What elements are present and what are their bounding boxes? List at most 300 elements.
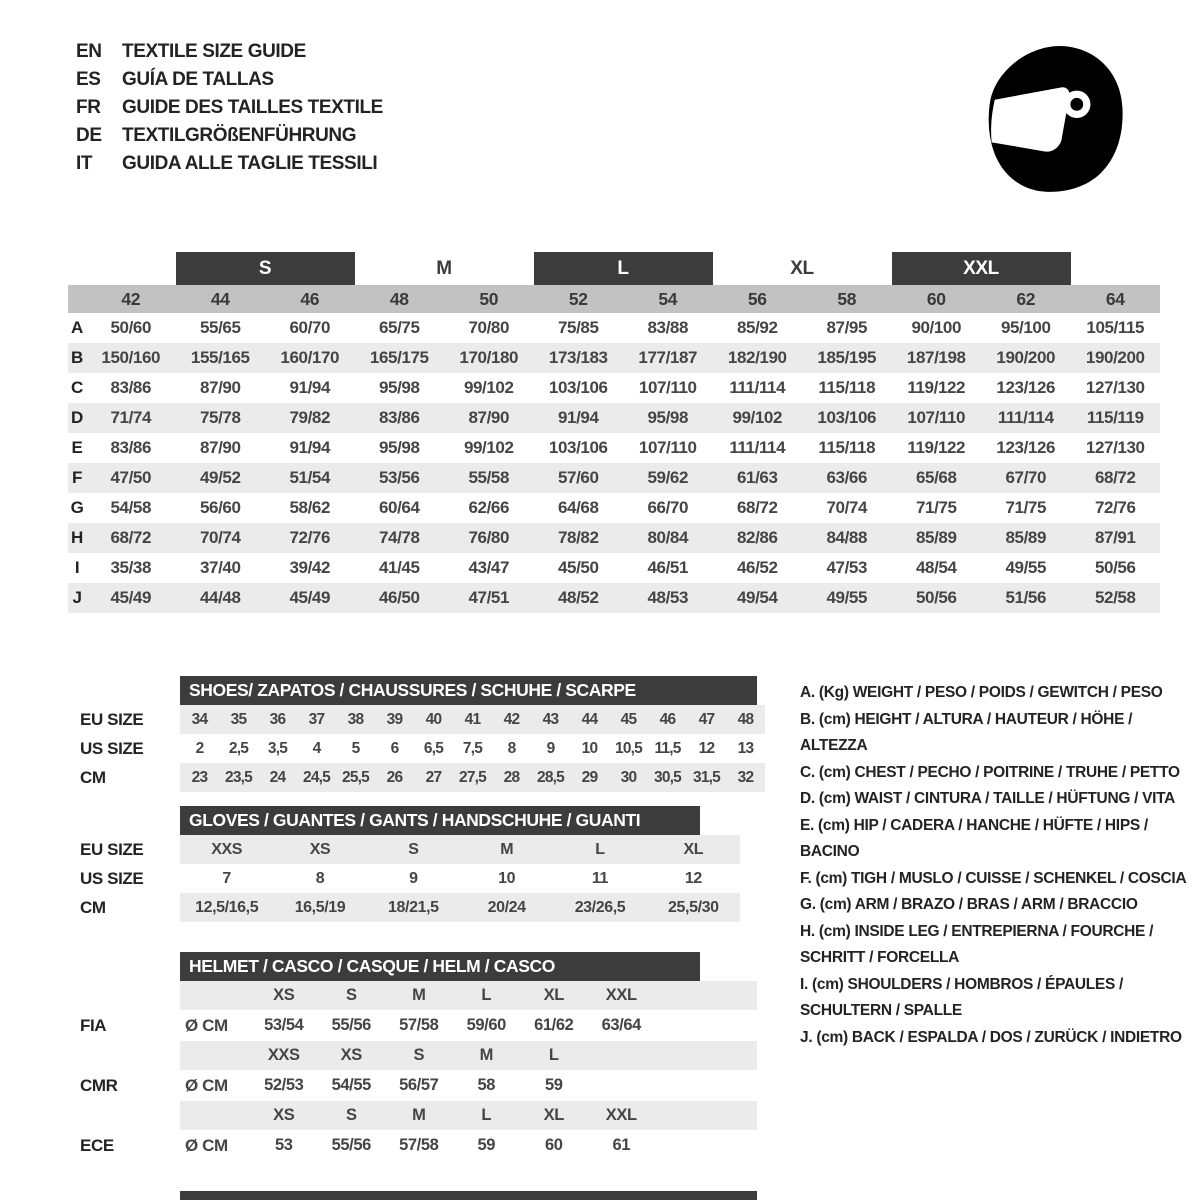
size-value: 6,5 (423, 739, 444, 757)
size-value: 18/21,5 (388, 898, 439, 916)
size-value: 41 (464, 710, 481, 728)
numeric-size: 60 (926, 288, 946, 309)
helmet-sizes (250, 1106, 655, 1125)
size-value: 72/76 (289, 528, 331, 547)
gloves-rows (68, 835, 790, 922)
size-value: 35/38 (110, 558, 152, 577)
size-value: 51/56 (1005, 588, 1047, 607)
size-value: 63/66 (826, 468, 868, 487)
size-value: 62/66 (468, 498, 510, 517)
size-value: 119/122 (907, 438, 966, 457)
size-value: 87/90 (199, 438, 241, 457)
size-value: 46/52 (736, 558, 778, 577)
size-value: 43/47 (468, 558, 510, 577)
size-value: 35 (230, 710, 247, 728)
diameter-unit: Ø CM (185, 1015, 228, 1035)
row-label: EU SIZE (80, 839, 144, 859)
size-value: 6 (390, 739, 399, 757)
size-value: 12 (698, 739, 715, 757)
size-value: 83/88 (647, 318, 689, 337)
language-title: GUÍA DE TALLAS (122, 69, 274, 90)
helmet-size: XXL (605, 1106, 637, 1124)
language-row (76, 122, 383, 150)
size-value: 107/110 (638, 378, 697, 397)
size-value: 75/85 (557, 318, 599, 337)
row-letter: H (71, 528, 83, 547)
size-value: 55/65 (199, 318, 241, 337)
size-value: 7 (222, 869, 231, 887)
size-value: 65/68 (915, 468, 957, 487)
size-value: 12 (684, 869, 702, 887)
size-row (68, 763, 790, 792)
size-value: 49/54 (736, 588, 778, 607)
size-value: 68/72 (1094, 468, 1136, 487)
helmet-table (68, 952, 790, 1161)
size-value: 119/122 (907, 378, 966, 397)
size-value: 59/62 (647, 468, 689, 487)
row-letter: G (70, 498, 84, 517)
gloves-table (68, 806, 790, 922)
helmet-size: S (413, 1046, 425, 1064)
size-value: 71/74 (110, 408, 152, 427)
size-value: 53/56 (378, 468, 420, 487)
size-value: 23 (191, 768, 208, 786)
helmet-value: 55/56 (331, 1016, 371, 1034)
size-value: 95/98 (647, 408, 689, 427)
legend-item: D. (cm) WAIST / CINTURA / TAILLE / HÜFTUNG / VITA (800, 790, 1176, 807)
standard-label: CMR (80, 1075, 118, 1095)
size-value: 60/70 (289, 318, 331, 337)
size-group-label: L (534, 252, 713, 285)
standard-label: FIA (80, 1015, 107, 1035)
helmet-size: L (481, 986, 492, 1004)
diameter-unit: Ø CM (185, 1135, 228, 1155)
helmet-value-row (68, 1130, 790, 1161)
row-values (180, 864, 740, 893)
size-value: 46/51 (647, 558, 689, 577)
size-value: 54/58 (110, 498, 152, 517)
size-value: 11,5 (654, 739, 681, 757)
size-value: 103/106 (817, 408, 877, 427)
size-value: 111/114 (997, 408, 1054, 427)
measurement-row (68, 523, 1160, 553)
size-value: 30,5 (654, 768, 681, 786)
size-value: 127/130 (1085, 438, 1145, 457)
size-group-label: M (436, 257, 452, 279)
size-value: 45 (620, 710, 637, 728)
helmet-value: 56/57 (399, 1076, 439, 1094)
standard-label: ECE (80, 1135, 114, 1155)
size-value: 29 (581, 768, 598, 786)
size-group-row (68, 252, 1160, 285)
size-value: 84/88 (826, 528, 868, 547)
size-value: 190/200 (996, 348, 1056, 367)
size-value: 31,5 (693, 768, 720, 786)
language-title: GUIDE DES TAILLES TEXTILE (122, 97, 383, 118)
size-value: 47/53 (826, 558, 868, 577)
shoes-title: SHOES/ ZAPATOS / CHAUSSURES / SCHUHE / SCARPE (180, 676, 757, 705)
size-value: 3,5 (267, 739, 288, 757)
language-row (76, 94, 383, 122)
size-value: 76/80 (468, 528, 510, 547)
size-value: 150/160 (101, 348, 161, 367)
numeric-size: 54 (658, 288, 678, 309)
legend-item: B. (cm) HEIGHT / ALTURA / HAUTEUR / HÖHE / ALTEZZA (800, 710, 1133, 754)
size-value: M (500, 840, 514, 858)
language-list (76, 38, 383, 178)
size-value: 75/78 (199, 408, 241, 427)
size-value: 48/53 (647, 588, 689, 607)
helmet-size: L (548, 1046, 559, 1064)
row-values (180, 893, 740, 922)
helmet-size: S (345, 986, 357, 1004)
helmet-size-strip (180, 1041, 757, 1070)
helmet-title: HELMET / CASCO / CASQUE / HELM / CASCO (180, 952, 700, 981)
shoes-rows (68, 705, 790, 792)
row-label: CM (80, 767, 106, 787)
size-value: 45/49 (289, 588, 331, 607)
size-value: 70/80 (468, 318, 510, 337)
size-value: S (408, 840, 419, 858)
size-value: 2,5 (228, 739, 249, 757)
helmet-value: 59 (544, 1076, 563, 1094)
measurement-row (68, 583, 1160, 613)
row-values (180, 835, 740, 864)
size-value: 103/106 (548, 378, 608, 397)
size-value: 107/110 (907, 408, 966, 427)
size-value: 90/100 (911, 318, 962, 337)
textile-size-table (68, 252, 1160, 613)
measurement-row (68, 403, 1160, 433)
size-value: 82/86 (736, 528, 778, 547)
helmet-size-row (68, 1101, 790, 1130)
size-value: 30 (620, 768, 637, 786)
size-value: 50/56 (1094, 558, 1136, 577)
size-value: 87/90 (468, 408, 510, 427)
size-value: 50/56 (915, 588, 957, 607)
helmet-size: M (412, 1106, 426, 1124)
size-value: 79/82 (289, 408, 331, 427)
size-value: 45/49 (110, 588, 152, 607)
size-row (68, 864, 790, 893)
size-value: 56/60 (199, 498, 241, 517)
size-value: XL (683, 840, 704, 858)
size-value: 52/58 (1094, 588, 1136, 607)
size-value: 99/102 (732, 408, 783, 427)
size-value: 10 (498, 869, 516, 887)
size-value: 105/115 (1086, 318, 1145, 337)
size-value: 49/52 (199, 468, 241, 487)
size-value: 20/24 (487, 898, 526, 916)
size-value: 10,5 (615, 739, 642, 757)
size-group-label: XL (790, 257, 814, 279)
helmet-value-row (68, 1010, 790, 1041)
size-value: 91/94 (557, 408, 599, 427)
size-value: 95/98 (378, 378, 420, 397)
helmet-rows (68, 981, 790, 1161)
size-value: 123/126 (996, 438, 1056, 457)
size-value: 50/60 (110, 318, 152, 337)
size-value: 49/55 (826, 588, 868, 607)
helmet-size: XL (543, 986, 564, 1004)
size-value: 48/52 (557, 588, 599, 607)
helmet-values (250, 1016, 655, 1035)
helmet-size: XS (340, 1046, 362, 1064)
size-value: 7,5 (462, 739, 483, 757)
size-value: 32 (737, 768, 754, 786)
size-value: 25,5 (342, 768, 369, 786)
size-value: 115/119 (1086, 408, 1144, 427)
helmet-value: 53 (274, 1136, 293, 1154)
helmet-value: 61/62 (534, 1016, 574, 1034)
size-value: 68/72 (736, 498, 778, 517)
numeric-size: 62 (1016, 288, 1036, 309)
size-value: 27 (425, 768, 442, 786)
size-value: 65/75 (378, 318, 420, 337)
size-value: 99/102 (463, 438, 514, 457)
size-value: 74/78 (378, 528, 420, 547)
legend-item: F. (cm) TIGH / MUSLO / CUISSE / SCHENKEL / COSCIA (800, 869, 1187, 887)
measurement-rows (68, 313, 1160, 613)
row-label: CM (80, 897, 106, 917)
size-value: 12,5/16,5 (195, 898, 259, 916)
label-spacer (68, 1041, 180, 1070)
language-code: DE (76, 125, 102, 146)
size-value: 8 (315, 869, 325, 887)
size-value: 28 (503, 768, 520, 786)
cropped-section-bar (180, 1191, 757, 1200)
measurement-row (68, 493, 1160, 523)
row-label: US SIZE (80, 868, 144, 888)
size-value: 40 (425, 710, 442, 728)
numeric-size: 44 (210, 288, 230, 309)
row-letter: B (71, 348, 83, 367)
label-spacer (68, 1101, 180, 1130)
legend-item: C. (cm) CHEST / PECHO / POITRINE / TRUHE / PETTO (800, 763, 1180, 781)
size-value: 38 (347, 710, 364, 728)
size-value: 8 (507, 739, 516, 757)
size-value: 66/70 (647, 498, 689, 517)
size-value: 47/50 (110, 468, 152, 487)
size-value: 83/86 (110, 378, 152, 397)
helmet-size-row (68, 981, 790, 1010)
language-title: TEXTILGRÖßENFÜHRUNG (122, 125, 357, 146)
helmet-sizes (250, 986, 655, 1005)
legend-item: H. (cm) INSIDE LEG / ENTREPIERNA / FOURCHE / SCHRITT / FORCELLA (800, 922, 1154, 966)
helmet-value: 53/54 (264, 1016, 304, 1034)
helmet-value: 57/58 (399, 1016, 439, 1034)
size-value: 42 (503, 710, 520, 728)
size-value: 127/130 (1085, 378, 1145, 397)
size-value: 115/118 (818, 378, 876, 397)
size-value: 27,5 (459, 768, 486, 786)
legend-item: A. (Kg) WEIGHT / PESO / POIDS / GEWITCH / PESO (800, 684, 1163, 701)
size-value: XXS (211, 840, 243, 858)
size-row (68, 893, 790, 922)
racing-helmet-icon (978, 42, 1130, 194)
row-letter: I (74, 558, 80, 577)
size-value: 78/82 (557, 528, 599, 547)
size-value: 185/195 (817, 348, 877, 367)
size-group-label: S (176, 252, 355, 285)
language-row (76, 150, 383, 178)
size-value: 103/106 (548, 438, 608, 457)
helmet-value: 52/53 (264, 1076, 304, 1094)
shoes-table (68, 676, 790, 792)
size-value: 71/75 (915, 498, 957, 517)
size-value: 37/40 (199, 558, 241, 577)
size-value: 37 (308, 710, 325, 728)
numeric-size: 64 (1105, 288, 1125, 309)
size-value: 85/92 (736, 318, 778, 337)
size-value: XS (309, 840, 331, 858)
helmet-value: 61 (612, 1136, 631, 1154)
size-value: 91/94 (289, 378, 331, 397)
size-value: 24,5 (303, 768, 330, 786)
size-value: 44/48 (199, 588, 241, 607)
size-value: 70/74 (199, 528, 241, 547)
size-value: 91/94 (289, 438, 331, 457)
helmet-size: XXL (605, 986, 637, 1004)
size-value: 57/60 (557, 468, 599, 487)
row-label: EU SIZE (80, 709, 144, 729)
row-letter: C (71, 378, 83, 397)
legend-item: G. (cm) ARM / BRAZO / BRAS / ARM / BRACCIO (800, 896, 1138, 913)
size-value: 165/175 (369, 348, 429, 367)
numeric-size: 42 (121, 288, 141, 309)
numeric-size: 52 (568, 288, 588, 309)
measurement-row (68, 553, 1160, 583)
size-value: 83/86 (110, 438, 152, 457)
size-value: 71/75 (1005, 498, 1047, 517)
size-value: 36 (269, 710, 286, 728)
size-value: 58/62 (289, 498, 331, 517)
language-code: FR (76, 97, 101, 118)
helmet-values-wrap (180, 1010, 757, 1041)
size-value: 9 (546, 739, 555, 757)
measurement-row (68, 373, 1160, 403)
size-value: 67/70 (1005, 468, 1047, 487)
helmet-size-strip (180, 981, 757, 1010)
size-row (68, 705, 790, 734)
row-letter: J (72, 588, 82, 607)
helmet-value: 57/58 (399, 1136, 439, 1154)
size-value: 10 (581, 739, 598, 757)
size-value: 23,5 (225, 768, 252, 786)
size-value: 123/126 (996, 378, 1056, 397)
legend-item: E. (cm) HIP / CADERA / HANCHE / HÜFTE / HIPS / BACINO (800, 816, 1148, 860)
size-value: 190/200 (1085, 348, 1145, 367)
size-value: 28,5 (537, 768, 564, 786)
row-letter: E (71, 438, 83, 457)
helmet-value: 58 (477, 1076, 496, 1094)
size-value: 87/90 (199, 378, 241, 397)
size-value: 51/54 (289, 468, 331, 487)
measurement-legend (800, 680, 1200, 1051)
numeric-size: 58 (837, 288, 857, 309)
size-value: 25,5/30 (668, 898, 719, 916)
numeric-size: 50 (479, 288, 499, 309)
label-spacer (68, 981, 180, 1010)
helmet-size-row (68, 1041, 790, 1070)
row-letter: A (71, 318, 83, 337)
size-value: 99/102 (463, 378, 514, 397)
size-value: 34 (191, 710, 208, 728)
measurement-row (68, 343, 1160, 373)
size-value: 85/89 (1005, 528, 1047, 547)
size-value: 48/54 (915, 558, 957, 577)
helmet-size: XS (273, 1106, 295, 1124)
size-value: 13 (737, 739, 754, 757)
helmet-value: 59 (477, 1136, 496, 1154)
row-values (180, 763, 765, 792)
language-title: GUIDA ALLE TAGLIE TESSILI (122, 153, 378, 174)
numeric-size: 48 (389, 288, 409, 309)
size-value: 9 (409, 869, 418, 887)
helmet-value: 59/60 (466, 1016, 506, 1034)
size-value: 177/187 (638, 348, 698, 367)
row-label: US SIZE (80, 738, 144, 758)
size-value: 61/63 (736, 468, 778, 487)
size-value: 95/100 (1000, 318, 1051, 337)
measurement-row (68, 433, 1160, 463)
measurement-row (68, 463, 1160, 493)
size-value: 16,5/19 (294, 898, 346, 916)
helmet-size: M (412, 986, 426, 1004)
size-value: 187/198 (906, 348, 966, 367)
size-value: 44 (581, 710, 598, 728)
size-value: 87/91 (1094, 528, 1136, 547)
row-letter: D (71, 408, 83, 427)
size-value: 46/50 (378, 588, 420, 607)
helmet-size: S (345, 1106, 357, 1124)
size-value: 23/26,5 (574, 898, 626, 916)
size-value: 68/72 (110, 528, 152, 547)
helmet-value: 60 (544, 1136, 563, 1154)
row-letter: F (72, 468, 82, 487)
footwear-accessory-tables (68, 676, 790, 1161)
size-value: 87/95 (826, 318, 868, 337)
size-value: 47 (698, 710, 715, 728)
helmet-size-strip (180, 1101, 757, 1130)
helmet-value-row (68, 1070, 790, 1101)
size-value: 111/114 (729, 438, 786, 457)
strip-spacer (68, 285, 86, 313)
language-code: EN (76, 41, 102, 62)
language-title: TEXTILE SIZE GUIDE (122, 41, 306, 62)
size-value: 11 (591, 869, 609, 887)
size-value: 2 (195, 739, 204, 757)
helmet-size: M (479, 1046, 493, 1064)
helmet-size: XL (543, 1106, 564, 1124)
language-row (76, 38, 383, 66)
size-value: 39/42 (289, 558, 331, 577)
size-value: 26 (386, 768, 403, 786)
size-value: 170/180 (459, 348, 519, 367)
helmet-value: 54/55 (331, 1076, 371, 1094)
helmet-value: 63/64 (601, 1016, 641, 1034)
legend-item: I. (cm) SHOULDERS / HOMBROS / ÉPAULES / SCHULTERN / SPALLE (800, 975, 1124, 1019)
diameter-unit: Ø CM (185, 1075, 228, 1095)
helmet-value: 55/56 (331, 1136, 371, 1154)
helmet-values (250, 1136, 655, 1155)
numeric-size: 56 (747, 288, 767, 309)
language-code: ES (76, 69, 101, 90)
size-value: 107/110 (638, 438, 697, 457)
size-value: 80/84 (647, 528, 689, 547)
helmet-sizes (250, 1046, 655, 1065)
numeric-size-row (68, 285, 1160, 313)
